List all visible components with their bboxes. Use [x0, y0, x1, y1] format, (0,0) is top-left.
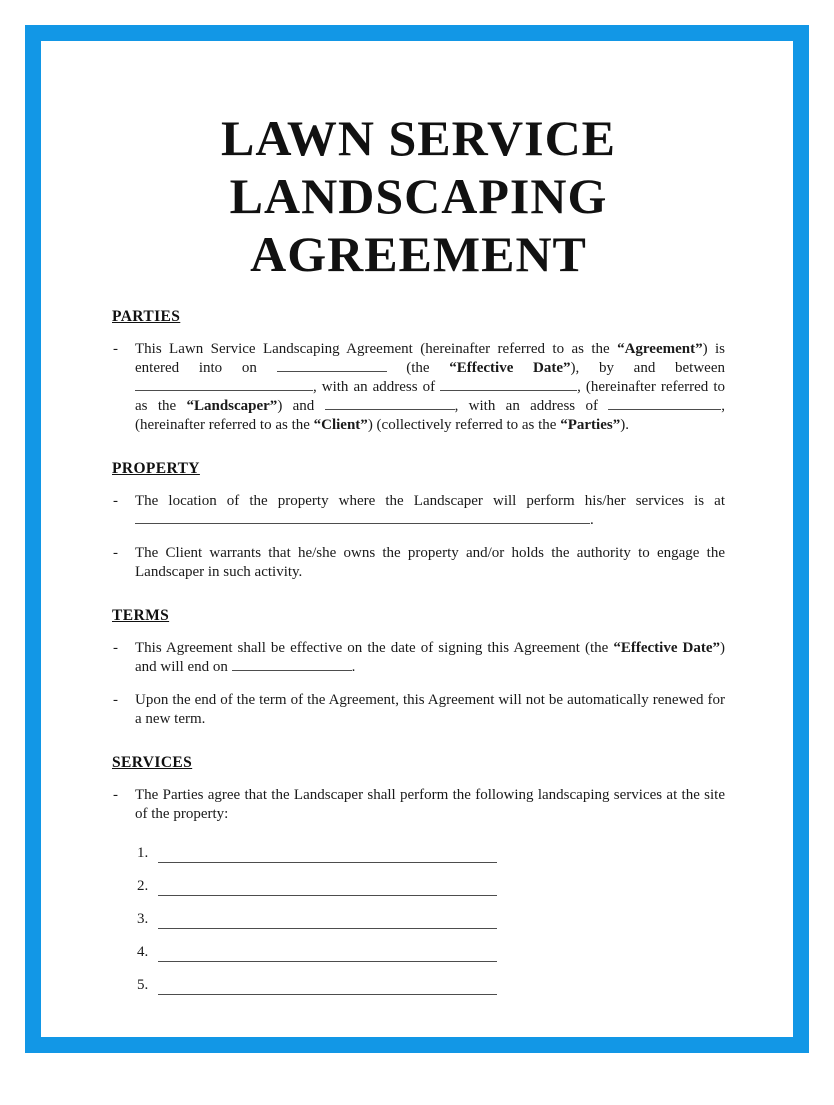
section-heading-terms: TERMS — [112, 606, 725, 625]
service-number-1: 1. — [137, 844, 158, 863]
service-row-1 — [137, 844, 725, 863]
dash-bullet: - — [113, 639, 118, 658]
service-row-2 — [137, 877, 725, 896]
service-fill-in-line-3 — [158, 913, 497, 929]
dash-bullet: - — [113, 691, 118, 710]
document-title — [112, 109, 725, 283]
terms-renewal-clause-text: Upon the end of the term of the Agreement, this Agreement will not be automatically renewed for a new term. — [135, 692, 725, 727]
parties-clause-text: This Lawn Service Landscaping Agreement (hereinafter referred to as the “Agreement”) is entered into on (the “Effective Date”), by and between , with an address of , (hereinafter referred to as the “Landscaper”) and , with an address of , (hereinafter referred to as the “Client”) (collectively referred to as the “Parties”). — [135, 341, 725, 433]
parties-clause — [112, 340, 725, 435]
service-row-4 — [137, 943, 725, 962]
document-blue-border-frame — [25, 25, 809, 1053]
terms-renewal-clause — [112, 691, 725, 729]
section-heading-parties: PARTIES — [112, 307, 725, 326]
service-fill-in-line-1 — [158, 847, 497, 863]
service-number-3: 3. — [137, 910, 158, 929]
service-row-3 — [137, 910, 725, 929]
fill-in-blank — [440, 378, 577, 391]
document-title-line-2: LANDSCAPING — [112, 167, 725, 225]
property-location-clause — [112, 492, 725, 530]
service-number-2: 2. — [137, 877, 158, 896]
document-title-line-1: LAWN SERVICE — [112, 109, 725, 167]
service-number-5: 5. — [137, 976, 158, 995]
fill-in-blank — [608, 397, 721, 410]
terms-effective-clause — [112, 639, 725, 677]
terms-effective-clause-text: This Agreement shall be effective on the date of signing this Agreement (the “Effective Date”) and will end on . — [135, 640, 725, 675]
service-number-4: 4. — [137, 943, 158, 962]
dash-bullet: - — [113, 544, 118, 563]
services-clause-text: The Parties agree that the Landscaper shall perform the following landscaping services at the site of the property: — [135, 787, 725, 822]
services-clause — [112, 786, 725, 824]
fill-in-blank — [135, 378, 313, 391]
service-fill-in-line-2 — [158, 880, 497, 896]
dash-bullet: - — [113, 340, 118, 359]
document-title-line-3: AGREEMENT — [112, 225, 725, 283]
section-heading-property: PROPERTY — [112, 459, 725, 478]
fill-in-blank — [325, 397, 455, 410]
dash-bullet: - — [113, 786, 118, 805]
property-location-clause-text: The location of the property where the Landscaper will perform his/her services is at . — [135, 493, 725, 528]
service-fill-in-line-5 — [158, 979, 497, 995]
service-row-5 — [137, 976, 725, 995]
service-fill-in-line-4 — [158, 946, 497, 962]
document-page — [41, 109, 793, 1105]
dash-bullet: - — [113, 492, 118, 511]
property-warranty-clause-text: The Client warrants that he/she owns the property and/or holds the authority to engage the Landscaper in such activity. — [135, 545, 725, 580]
section-heading-services: SERVICES — [112, 753, 725, 772]
fill-in-blank — [277, 359, 387, 372]
fill-in-blank — [232, 658, 352, 671]
property-warranty-clause — [112, 544, 725, 582]
fill-in-blank — [135, 511, 590, 524]
services-blank-list — [112, 844, 725, 995]
